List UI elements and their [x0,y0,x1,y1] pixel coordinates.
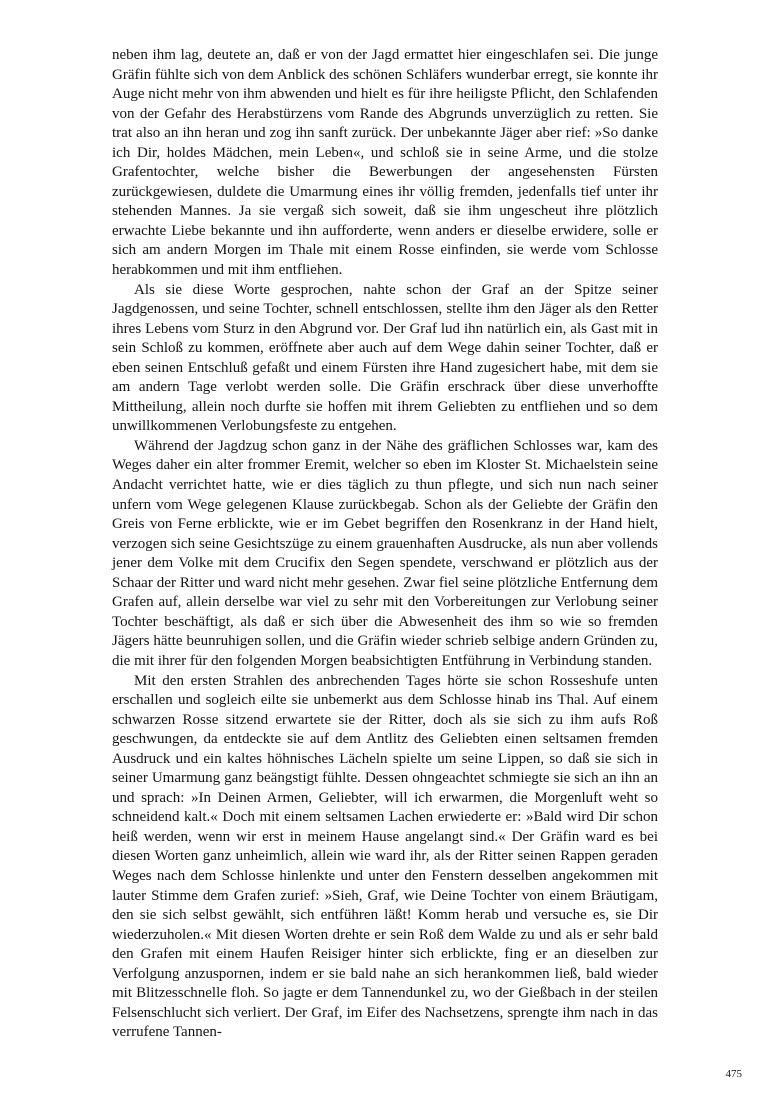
book-page-text [112,46,658,1043]
paragraph: Mit den ersten Strahlen des anbrechenden Tages hörte sie schon Rosseshufe unten erschallen und sogleich eilte sie unbemerkt aus dem Schlosse hinab ins Thal. Auf einem schwarzen Rosse sitzend erwartete sie der Ritter, doch als sie sich zu ihm aufs Roß geschwungen, da entdeckte sie auf dem Antlitz des Geliebten einen seltsamen fremden Ausdruck und ein kaltes höhnisches Lächeln spielte um seine Lippen, so daß sie sich in seiner Umarmung ganz beängstigt fühlte. Dessen ohngeachtet schmiegte sie sich an ihn an und sprach: »In Deinen Armen, Geliebter, will ich erwarmen, die Morgenluft weht so schneidend kalt.« Doch mit einem seltsamen Lachen erwiederte er: »Bald wird Dir schon heiß werden, wenn wir erst in meinem Hause angelangt sind.« Der Gräfin ward es bei diesen Worten ganz unheimlich, allein wie ward ihr, als der Ritter seinen Rappen geraden Weges nach dem Schlosse hinlenkte und unter den Fenstern desselben angekommen mit lauter Stimme dem Grafen zurief: »Sieh, Graf, wie Deine Tochter von einem Bräutigam, den sie sich selbst gewählt, sich entführen läßt! Komm herab und versuche es, sie Dir wiederzuholen.« Mit diesen Worten drehte er sein Roß dem Walde zu und als er sehr bald den Grafen mit einem Haufen Reisiger hinter sich erblickte, fing er an dieselben zur Verfolgung anzuspornen, indem er sie bald nahe an sich herankommen ließ, bald wieder mit Blitzesschnelle floh. So jagte er dem Tannendunkel zu, wo der Gießbach in der steilen Felsenschlucht sich verliert. Der Graf, im Eifer des Nachsetzens, sprengte ihm nach in das verrufene Tannen- [112,672,658,1041]
paragraph: Während der Jagdzug schon ganz in der Nähe des gräflichen Schlosses war, kam des Weges daher ein alter frommer Eremit, welcher so eben im Kloster St. Michaelstein seine Andacht verrichtet hatte, wie er dies täglich zu thun pflegte, und sich nun nach seiner unfern vom Wege gelegenen Klause zurückbegab. Schon als der Geliebte der Gräfin den Greis von Ferne erblickte, wie er im Gebet begriffen den Rosenkranz in der Hand hielt, verzogen sich seine Gesichtszüge zu einem grauenhaften Ausdrucke, als nun aber vollends jener dem Volke mit dem Crucifix den Segen spendete, verschwand er plötzlich aus der Schaar der Ritter und ward nicht mehr gesehen. Zwar fiel seine plötzliche Entfernung dem Grafen auf, allein derselbe war viel zu sehr mit den Vorbereitungen zur Verlobung seiner Tochter beschäftigt, als daß er sich über die Abwesenheit des ihm so wie so fremden Jägers hätte beunruhigen sollen, und die Gräfin wieder schrieb selbige andern Gründen zu, die mit ihrer für den folgenden Morgen beabsichtigten Entführung in Verbindung standen. [112,437,658,669]
page-number: 475 [725,1068,742,1080]
paragraph: neben ihm lag, deutete an, daß er von der Jagd ermattet hier eingeschlafen sei. Die junge Gräfin fühlte sich von dem Anblick des schönen Schläfers wunderbar erregt, sie konnte ihr Auge nicht mehr von ihm abwenden und hielt es für ihre heiligste Pflicht, den Schlafenden von der Gefahr des Herabstürzens vom Rande des Abgrunds unverzüglich zu retten. Sie trat also an ihn heran und zog ihn sanft zurück. Der unbekannte Jäger aber rief: »So danke ich Dir, holdes Mädchen, mein Leben«, und schloß sie in seine Arme, und die stolze Grafentochter, welche bisher die Bewerbungen der angesehensten Fürsten zurückgewiesen, duldete die Umarmung eines ihr völlig fremden, jedenfalls tief unter ihr stehenden Mannes. Ja sie vergaß sich soweit, daß sie ihm ungescheut ihre plötzlich erwachte Liebe bekannte und ihn aufforderte, wenn anders er dieselbe erwidere, solle er sich am andern Morgen im Thale mit einem Rosse einfinden, sie werde vom Schlosse herabkommen und mit ihm entfliehen. [112,47,658,279]
paragraph: Als sie diese Worte gesprochen, nahte schon der Graf an der Spitze seiner Jagdgenossen, und seine Tochter, schnell entschlossen, stellte ihm den Jäger als den Retter ihres Lebens vom Sturz in den Abgrund vor. Der Graf lud ihn natürlich ein, als Gast mit in sein Schloß zu kommen, eröffnete aber auch auf dem Wege dahin seiner Tochter, daß er eben seinen Entschluß gefaßt und einem Fürsten ihre Hand zugesichert habe, mit dem sie am andern Tage verlobt werden solle. Die Gräfin erschrack über diese unverhoffte Mittheilung, allein noch durfte sie hoffen mit ihrem Geliebten zu entfliehen und so dem unwillkommenen Verlobungsfeste zu entgehen. [112,281,658,435]
